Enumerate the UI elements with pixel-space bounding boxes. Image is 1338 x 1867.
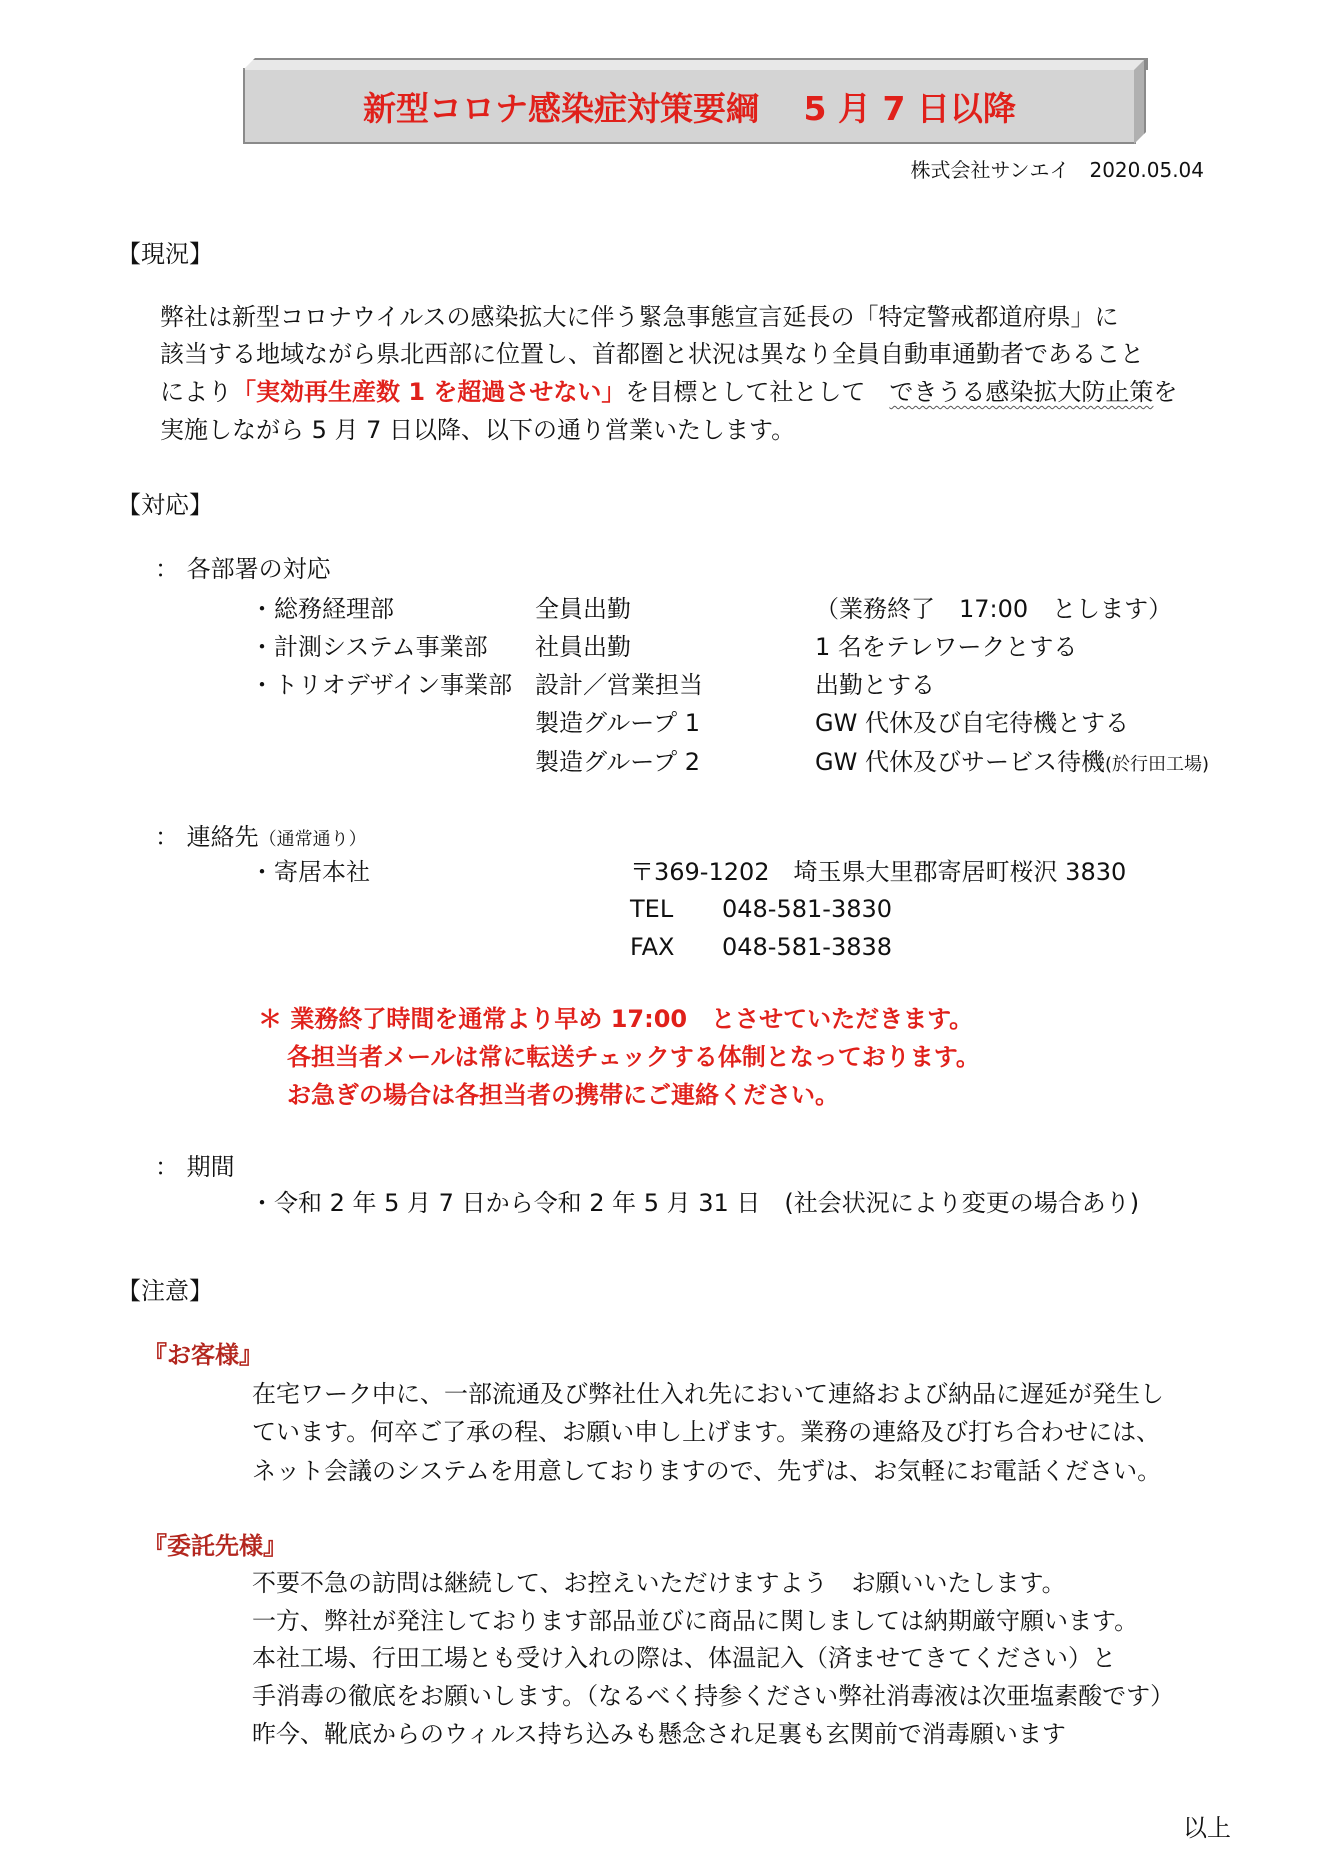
section-heading-genkyo: 【現況】 bbox=[117, 240, 213, 268]
contractor-heading: 『委託先様』 bbox=[143, 1532, 287, 1560]
dept-row-5-small: (於行田工場) bbox=[1104, 754, 1210, 775]
dept-row-1-who: 全員出勤 bbox=[535, 595, 631, 623]
contact-heading bbox=[155, 821, 367, 856]
customer-line-3: ネット会議のシステムを用意しておりますので、先ずは、お気軽にお電話ください。 bbox=[252, 1457, 1162, 1485]
section-heading-chui: 【注意】 bbox=[117, 1277, 213, 1305]
period-text: ・令和 2 年 5 月 7 日から令和 2 年 5 月 31 日 (社会状況により変更の場合あり) bbox=[250, 1189, 1140, 1217]
dept-row-1-what: （業務終了 17:00 とします） bbox=[815, 595, 1173, 623]
company-date: 株式会社サンエイ 2020.05.04 bbox=[910, 158, 1204, 182]
dept-row-5-what-text: GW 代休及びサービス待機 bbox=[815, 748, 1105, 776]
genkyo-line-4: 実施しながら 5 月 7 日以降、以下の通り営業いたします。 bbox=[160, 416, 796, 444]
customer-line-1: 在宅ワーク中に、一部流通及び弊社仕入れ先において連絡および納品に遅延が発生し bbox=[252, 1380, 1164, 1408]
genkyo-line-3-post: を bbox=[1153, 378, 1178, 406]
customer-heading: 『お客様』 bbox=[143, 1341, 263, 1369]
dept-row-3-who: 設計／営業担当 bbox=[535, 671, 703, 699]
dept-row-2-who: 社員出勤 bbox=[535, 633, 631, 661]
genkyo-line-3 bbox=[160, 376, 1177, 408]
dept-row-2-dept: ・計測システム事業部 bbox=[250, 633, 488, 661]
contractor-line-2: 一方、弊社が発注しております部品並びに商品に関しましては納期厳守願います。 bbox=[252, 1607, 1139, 1635]
period-heading: ： 期間 bbox=[155, 1153, 235, 1181]
genkyo-line-1: 弊社は新型コロナウイルスの感染拡大に伴う緊急事態宣言延長の「特定警戒都道府県」に bbox=[160, 303, 1119, 331]
title-box bbox=[243, 68, 1136, 144]
notice-line-3: お急ぎの場合は各担当者の携帯にご連絡ください。 bbox=[287, 1081, 839, 1109]
fax-label: FAX bbox=[630, 933, 675, 961]
dept-row-4-what: GW 代休及び自宅待機とする bbox=[815, 709, 1129, 737]
dept-row-4-who: 製造グループ 1 bbox=[535, 709, 700, 737]
dept-row-2-what: 1 名をテレワークとする bbox=[815, 633, 1078, 661]
contractor-line-4: 手消毒の徹底をお願いします。（なるべく持参ください弊社消毒液は次亜塩素酸です） bbox=[252, 1682, 1175, 1710]
dept-heading: ： 各部署の対応 bbox=[155, 555, 331, 583]
dept-row-5-who: 製造グループ 2 bbox=[535, 748, 700, 776]
contact-heading-text: ： 連絡先 bbox=[155, 823, 259, 851]
contact-heading-small: （通常通り） bbox=[258, 829, 367, 850]
genkyo-wavy-text: できうる感染拡大防止策 bbox=[889, 378, 1154, 406]
customer-line-2: ています。何卒ご了承の程、お願い申し上げます。業務の連絡及び打ち合わせには、 bbox=[252, 1418, 1161, 1446]
tel-label: TEL bbox=[630, 895, 674, 923]
contractor-line-5: 昨今、靴底からのウィルス持ち込みも懸念され足裏も玄関前で消毒願います bbox=[252, 1720, 1066, 1748]
genkyo-line-3-pre: により bbox=[160, 378, 232, 406]
page-title: 新型コロナ感染症対策要綱 5 月 7 日以降 bbox=[363, 88, 1016, 128]
contractor-line-1: 不要不急の訪問は継続して、お控えいただけますよう お願いいたします。 bbox=[252, 1569, 1066, 1597]
notice-line-1: ＊ 業務終了時間を通常より早め 17:00 とさせていただきます。 bbox=[258, 1005, 974, 1033]
office-name: ・寄居本社 bbox=[250, 858, 370, 886]
dept-row-3-dept: ・トリオデザイン事業部 bbox=[250, 671, 513, 699]
fax-number: 048-581-3838 bbox=[722, 933, 893, 961]
office-address: 〒369-1202 埼玉県大里郡寄居町桜沢 3830 bbox=[630, 858, 1127, 886]
genkyo-line-2: 該当する地域ながら県北西部に位置し、首都圏と状況は異なり全員自動車通勤者であること bbox=[160, 340, 1144, 368]
notice-line-2: 各担当者メールは常に転送チェックする体制となっております。 bbox=[287, 1043, 980, 1071]
contractor-line-3: 本社工場、行田工場とも受け入れの際は、体温記入（済ませてきてください）と bbox=[252, 1644, 1116, 1672]
tel-number: 048-581-3830 bbox=[722, 895, 893, 923]
dept-row-3-what: 出勤とする bbox=[815, 671, 935, 699]
section-heading-taio: 【対応】 bbox=[117, 491, 213, 519]
dept-row-5-what bbox=[815, 746, 1209, 781]
genkyo-line-3-mid: を目標として社として bbox=[625, 378, 890, 406]
genkyo-highlight: 「実効再生産数 1 を超過させない」 bbox=[232, 378, 626, 406]
dept-row-1-dept: ・総務経理部 bbox=[250, 595, 394, 623]
closing-text: 以上 bbox=[1183, 1814, 1231, 1842]
